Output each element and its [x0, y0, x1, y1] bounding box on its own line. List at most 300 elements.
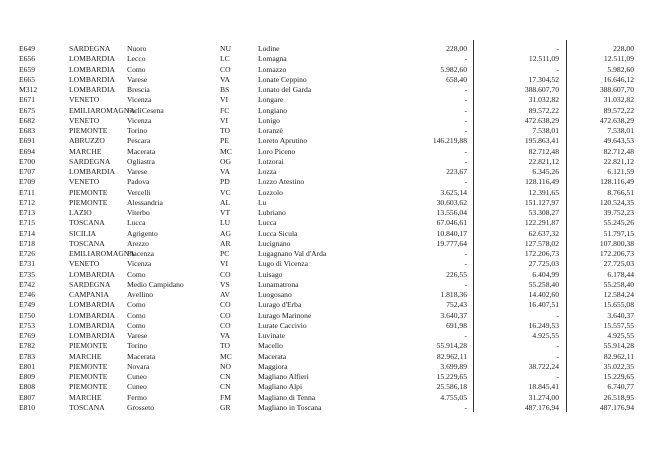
- table-row: [0, 75, 649, 85]
- row-value-2: -: [556, 44, 559, 53]
- row-total: 55.245,26: [603, 218, 634, 228]
- row-value-1: -: [464, 156, 467, 166]
- row-sigla: NU: [220, 44, 231, 53]
- row-region: LOMBARDIA: [69, 167, 115, 176]
- row-sigla: FC: [220, 105, 230, 115]
- row-value-1: 752,43: [446, 300, 467, 310]
- row-comune: Macerata: [258, 351, 287, 361]
- row-sigla: VI: [220, 95, 229, 105]
- row-region: TOSCANA: [69, 238, 105, 248]
- row-sigla: AL: [220, 197, 231, 207]
- row-total: 39.752,23: [603, 208, 634, 217]
- row-comune: Magliano di Tenna: [258, 392, 316, 402]
- row-value-1: 3.699,89: [440, 361, 467, 371]
- row-value-1: 25.586,18: [436, 382, 467, 392]
- row-value-2: 16.249,53: [528, 320, 559, 330]
- row-sigla: NO: [220, 361, 231, 371]
- row-value-2: 14.402,60: [528, 290, 559, 299]
- row-value-1: 3.640,37: [440, 310, 467, 320]
- table-row: [0, 382, 649, 392]
- row-value-2: 82.712,48: [528, 146, 559, 156]
- row-region: PIEMONTE: [69, 341, 108, 351]
- table-row: [0, 300, 649, 310]
- row-province: Brescia: [127, 85, 150, 94]
- row-province: Medio Campidano: [127, 279, 184, 289]
- row-total: 472.638,29: [599, 115, 634, 125]
- row-sigla: VI: [220, 115, 229, 125]
- row-province: Torino: [127, 126, 148, 135]
- row-value-2: 487.176,94: [524, 402, 559, 412]
- row-province: Alessandria: [127, 197, 163, 207]
- row-sigla: TO: [220, 126, 230, 135]
- row-code: E782: [19, 341, 36, 351]
- row-value-1: 228,00: [446, 44, 467, 53]
- row-total: 16.646,12: [603, 74, 634, 84]
- row-value-1: 146.219,88: [432, 136, 467, 146]
- row-value-2: 31.274,00: [528, 392, 559, 402]
- row-comune: Lodine: [258, 44, 280, 53]
- row-code: E807: [19, 392, 36, 402]
- row-comune: Lurago d'Erba: [258, 300, 302, 310]
- row-region: PIEMONTE: [69, 361, 108, 371]
- table-row: [0, 331, 649, 341]
- table-row: [0, 116, 649, 126]
- row-total: 6.178,44: [607, 269, 634, 279]
- row-comune: Lucignano: [258, 238, 291, 248]
- row-value-2: 22.821,12: [528, 156, 559, 166]
- row-province: ForlìCesena: [127, 105, 164, 115]
- row-comune: Loro Piceno: [258, 146, 296, 156]
- row-comune: Lubriano: [258, 208, 286, 217]
- row-region: LOMBARDIA: [69, 54, 115, 64]
- row-province: Pescara: [127, 136, 151, 146]
- row-value-1: -: [464, 402, 467, 412]
- row-comune: Lonigo: [258, 115, 280, 125]
- row-sigla: AR: [220, 238, 231, 248]
- row-code: E735: [19, 269, 36, 279]
- row-value-2: 62.637,32: [528, 228, 559, 238]
- row-code: E808: [19, 382, 36, 392]
- row-code: E656: [19, 54, 36, 64]
- row-code: E682: [19, 115, 36, 125]
- row-value-2: -: [556, 341, 559, 351]
- row-sigla: LC: [220, 54, 230, 64]
- row-region: TOSCANA: [69, 402, 105, 412]
- row-region: LOMBARDIA: [69, 310, 115, 320]
- row-value-1: 67.046,61: [436, 218, 467, 228]
- table-row: [0, 290, 649, 300]
- row-total: 228,00: [613, 44, 634, 53]
- row-code: E665: [19, 74, 36, 84]
- table-row: [0, 311, 649, 321]
- row-total: 55.258,40: [603, 279, 634, 289]
- row-region: SICILIA: [69, 228, 96, 238]
- row-sigla: AG: [220, 228, 231, 238]
- row-province: Fermo: [127, 392, 147, 402]
- row-region: CAMPANIA: [69, 290, 109, 299]
- table-row: [0, 177, 649, 187]
- table-row: [0, 372, 649, 382]
- table-row: [0, 85, 649, 95]
- row-total: 51.797,15: [603, 228, 634, 238]
- row-region: MARCHE: [69, 392, 102, 402]
- row-total: 5.982,60: [607, 64, 634, 74]
- row-province: Vercelli: [127, 187, 151, 197]
- row-sigla: BS: [220, 85, 230, 94]
- row-value-1: -: [464, 146, 467, 156]
- row-code: E749: [19, 300, 36, 310]
- row-province: Padova: [127, 177, 150, 187]
- row-region: MARCHE: [69, 351, 102, 361]
- row-code: E671: [19, 95, 36, 105]
- row-province: Ogliastra: [127, 156, 155, 166]
- row-value-1: -: [464, 126, 467, 135]
- column-divider-1: [473, 40, 474, 412]
- row-value-2: 17.304,52: [528, 74, 559, 84]
- row-comune: Maggiora: [258, 361, 288, 371]
- row-value-1: -: [464, 54, 467, 64]
- row-comune: Lotzorai: [258, 156, 284, 166]
- row-total: 388.607,70: [599, 85, 634, 94]
- table-row: [0, 239, 649, 249]
- row-sigla: CO: [220, 64, 231, 74]
- row-value-1: -: [464, 85, 467, 94]
- row-total: 8.766,51: [607, 187, 634, 197]
- row-sigla: FM: [220, 392, 231, 402]
- row-code: E742: [19, 279, 36, 289]
- row-total: 487.176,94: [599, 402, 634, 412]
- row-value-2: 31.032,82: [528, 95, 559, 105]
- row-total: 4.925,55: [607, 331, 634, 340]
- row-region: LOMBARDIA: [69, 320, 115, 330]
- row-comune: Loreto Aprutino: [258, 136, 308, 146]
- row-total: 15.655,08: [603, 300, 634, 310]
- row-value-2: 27.725,03: [528, 259, 559, 269]
- row-region: LAZIO: [69, 208, 92, 217]
- row-code: E711: [19, 187, 35, 197]
- row-province: Macerata: [127, 146, 156, 156]
- row-total: 120.524,35: [599, 197, 634, 207]
- table-row: [0, 249, 649, 259]
- row-comune: Lu: [258, 197, 267, 207]
- row-value-2: 16.407,51: [528, 300, 559, 310]
- table-row: [0, 54, 649, 64]
- row-province: Avellino: [127, 290, 154, 299]
- row-value-1: -: [464, 249, 467, 258]
- row-total: 27.725,03: [603, 259, 634, 269]
- column-divider-2: [566, 40, 567, 412]
- row-total: 35.022,35: [603, 361, 634, 371]
- row-value-2: 122.291,87: [524, 218, 559, 228]
- row-region: SARDEGNA: [69, 156, 111, 166]
- row-region: TOSCANA: [69, 218, 105, 228]
- row-value-1: -: [464, 177, 467, 187]
- row-comune: Longare: [258, 95, 284, 105]
- row-code: E783: [19, 351, 36, 361]
- row-code: E712: [19, 197, 36, 207]
- row-value-1: -: [464, 115, 467, 125]
- row-province: Arezzo: [127, 238, 149, 248]
- row-code: E694: [19, 146, 36, 156]
- row-value-2: 151.127,97: [524, 197, 559, 207]
- table-row: [0, 321, 649, 331]
- row-value-1: 4.755,05: [440, 392, 467, 402]
- row-value-1: 691,98: [446, 320, 467, 330]
- row-sigla: VA: [220, 167, 230, 176]
- table-row: [0, 403, 649, 413]
- row-province: Novara: [127, 361, 150, 371]
- row-code: E809: [19, 372, 36, 381]
- row-sigla: PC: [220, 249, 230, 258]
- row-value-2: 195.863,41: [524, 136, 559, 146]
- row-region: EMILIAROMAGNA: [69, 249, 135, 258]
- row-region: PIEMONTE: [69, 372, 108, 381]
- row-comune: Lugo di Vicenza: [258, 259, 309, 269]
- table-row: [0, 126, 649, 136]
- row-comune: Macello: [258, 341, 283, 351]
- row-value-1: 5.982,60: [440, 64, 467, 74]
- row-total: 12.584,24: [603, 290, 634, 299]
- row-comune: Lucca: [258, 218, 277, 228]
- row-comune: Lurago Marinone: [258, 310, 312, 320]
- row-code: E700: [19, 156, 36, 166]
- row-total: 15.229,65: [603, 372, 634, 381]
- row-total: 89.572,22: [603, 105, 634, 115]
- row-value-1: 15.229,65: [436, 372, 467, 381]
- row-comune: Luogosano: [258, 290, 292, 299]
- row-total: 82.712,48: [603, 146, 634, 156]
- row-value-2: 38.722,24: [528, 361, 559, 371]
- row-value-2: 53.308,27: [528, 208, 559, 217]
- row-value-1: 30.603,62: [436, 197, 467, 207]
- row-sigla: MC: [220, 146, 232, 156]
- row-comune: Longiano: [258, 105, 288, 115]
- row-value-1: -: [464, 279, 467, 289]
- row-code: E714: [19, 228, 36, 238]
- row-total: 55.914,28: [603, 341, 634, 351]
- table-row: [0, 352, 649, 362]
- row-comune: Lomagna: [258, 54, 287, 64]
- row-value-1: 10.840,17: [436, 228, 467, 238]
- row-comune: Lozza: [258, 167, 277, 176]
- row-comune: Lozzo Atestino: [258, 177, 305, 187]
- row-total: 15.557,55: [603, 320, 634, 330]
- row-province: Piacenza: [127, 249, 154, 258]
- row-province: Agrigento: [127, 228, 158, 238]
- table-row: [0, 167, 649, 177]
- row-code: E659: [19, 64, 36, 74]
- row-value-1: 13.556,04: [436, 208, 467, 217]
- row-comune: Magliano Alfieri: [258, 372, 309, 381]
- row-region: PIEMONTE: [69, 382, 108, 392]
- row-value-2: 89.572,22: [528, 105, 559, 115]
- row-comune: Lozzolo: [258, 187, 283, 197]
- row-total: 26.518,95: [603, 392, 634, 402]
- row-sigla: AV: [220, 290, 230, 299]
- table-row: [0, 341, 649, 351]
- row-code: E750: [19, 310, 36, 320]
- row-sigla: OG: [220, 156, 231, 166]
- row-region: VENETO: [69, 115, 100, 125]
- row-comune: Magliano Alpi: [258, 382, 303, 392]
- row-region: LOMBARDIA: [69, 331, 115, 340]
- row-value-2: 55.258,40: [528, 279, 559, 289]
- row-code: E731: [19, 259, 36, 269]
- table-row: [0, 95, 649, 105]
- row-sigla: VT: [220, 208, 231, 217]
- row-sigla: VC: [220, 187, 231, 197]
- row-province: Torino: [127, 341, 148, 351]
- table-row: [0, 362, 649, 372]
- row-sigla: LU: [220, 218, 231, 228]
- row-province: Varese: [127, 167, 148, 176]
- table-row: [0, 44, 649, 54]
- row-code: E649: [19, 44, 36, 53]
- row-value-1: 19.777,64: [436, 238, 467, 248]
- row-comune: Lomazzo: [258, 64, 287, 74]
- row-value-2: 6.404,99: [532, 269, 559, 279]
- row-value-1: -: [464, 105, 467, 115]
- row-total: 172.206,73: [599, 249, 634, 258]
- row-value-2: 172.206,73: [524, 249, 559, 258]
- row-province: Lucca: [127, 218, 146, 228]
- row-sigla: PD: [220, 177, 230, 187]
- row-sigla: CN: [220, 372, 231, 381]
- row-province: Como: [127, 269, 146, 279]
- table-row: [0, 157, 649, 167]
- row-code: M312: [19, 85, 38, 94]
- row-comune: Magliano in Toscana: [258, 402, 322, 412]
- row-code: E715: [19, 218, 36, 228]
- row-total: 3.640,37: [607, 310, 634, 320]
- row-value-2: -: [556, 372, 559, 381]
- row-province: Vicenza: [127, 259, 152, 269]
- table-row: [0, 280, 649, 290]
- row-sigla: PE: [220, 136, 229, 146]
- row-total: 31.032,82: [603, 95, 634, 105]
- row-sigla: TO: [220, 341, 230, 351]
- table-row: [0, 259, 649, 269]
- row-code: E801: [19, 361, 36, 371]
- row-comune: Lonate Ceppino: [258, 74, 307, 84]
- row-code: E675: [19, 105, 36, 115]
- row-value-2: 7.538,01: [532, 126, 559, 135]
- row-region: MARCHE: [69, 146, 102, 156]
- table-row: [0, 106, 649, 116]
- row-value-1: -: [464, 331, 467, 340]
- row-sigla: CO: [220, 300, 231, 310]
- row-value-2: 128.116,49: [525, 177, 559, 187]
- row-province: Varese: [127, 74, 148, 84]
- row-comune: Lurate Caccivio: [258, 320, 307, 330]
- row-province: Cuneo: [127, 372, 147, 381]
- row-province: Cuneo: [127, 382, 147, 392]
- row-region: SARDEGNA: [69, 44, 111, 53]
- row-code: E810: [19, 402, 36, 412]
- row-total: 12.511,09: [603, 54, 634, 64]
- row-comune: Loranzè: [258, 126, 283, 135]
- row-code: E691: [19, 136, 36, 146]
- row-region: VENETO: [69, 95, 100, 105]
- row-province: Como: [127, 64, 146, 74]
- row-region: LOMBARDIA: [69, 85, 115, 94]
- row-value-1: 3.625,14: [440, 187, 467, 197]
- row-value-1: 1.818,36: [440, 290, 467, 299]
- row-code: E746: [19, 290, 36, 299]
- row-province: Viterbo: [127, 208, 150, 217]
- row-value-2: -: [556, 351, 559, 361]
- row-province: Grosseto: [127, 402, 154, 412]
- row-sigla: CO: [220, 320, 231, 330]
- row-region: SARDEGNA: [69, 279, 111, 289]
- row-comune: Luvinate: [258, 331, 285, 340]
- row-comune: Luisago: [258, 269, 283, 279]
- row-province: Vicenza: [127, 95, 152, 105]
- row-province: Vicenza: [127, 115, 152, 125]
- row-sigla: CO: [220, 310, 231, 320]
- row-value-1: -: [464, 259, 467, 269]
- table-row: [0, 65, 649, 75]
- row-value-1: -: [464, 95, 467, 105]
- row-code: E709: [19, 177, 36, 187]
- row-code: E713: [19, 208, 36, 217]
- row-value-2: 12.511,09: [528, 54, 559, 64]
- row-code: E707: [19, 167, 36, 176]
- row-province: Macerata: [127, 351, 156, 361]
- table-row: [0, 218, 649, 228]
- row-total: 22.821,12: [603, 156, 634, 166]
- row-sigla: VI: [220, 259, 229, 269]
- table-row: [0, 188, 649, 198]
- row-sigla: VS: [220, 279, 230, 289]
- row-province: Como: [127, 310, 146, 320]
- row-comune: Lunamatrona: [258, 279, 299, 289]
- row-total: 107.800,38: [599, 238, 634, 248]
- row-total: 6.740,77: [607, 382, 634, 392]
- row-region: PIEMONTE: [69, 187, 108, 197]
- table-row: [0, 393, 649, 403]
- row-value-2: -: [556, 64, 559, 74]
- row-value-2: -: [556, 310, 559, 320]
- row-sigla: MC: [220, 351, 232, 361]
- row-region: LOMBARDIA: [69, 74, 115, 84]
- row-region: ABRUZZO: [69, 136, 105, 146]
- row-region: LOMBARDIA: [69, 64, 115, 74]
- row-code: E769: [19, 331, 36, 340]
- row-sigla: VA: [220, 74, 230, 84]
- row-province: Como: [127, 300, 146, 310]
- table-row: [0, 147, 649, 157]
- row-value-2: 4.925,55: [532, 331, 559, 340]
- row-region: EMILIAROMAGNA: [69, 105, 135, 115]
- row-value-1: 226,55: [446, 269, 467, 279]
- row-sigla: CO: [220, 269, 231, 279]
- row-sigla: VA: [220, 331, 230, 340]
- row-comune: Lonato del Garda: [258, 85, 312, 94]
- row-code: E683: [19, 126, 36, 135]
- row-value-2: 127.578,02: [524, 238, 559, 248]
- row-total: 6.121,59: [607, 167, 634, 176]
- row-comune: Lugagnano Val d'Arda: [258, 249, 327, 258]
- row-province: Nuoro: [127, 44, 147, 53]
- table-row: [0, 270, 649, 280]
- row-region: VENETO: [69, 177, 100, 187]
- row-province: Lecco: [127, 54, 146, 64]
- row-code: E726: [19, 249, 36, 258]
- row-code: E753: [19, 320, 36, 330]
- row-value-2: 472.638,29: [524, 115, 559, 125]
- row-value-1: 55.914,28: [436, 341, 467, 351]
